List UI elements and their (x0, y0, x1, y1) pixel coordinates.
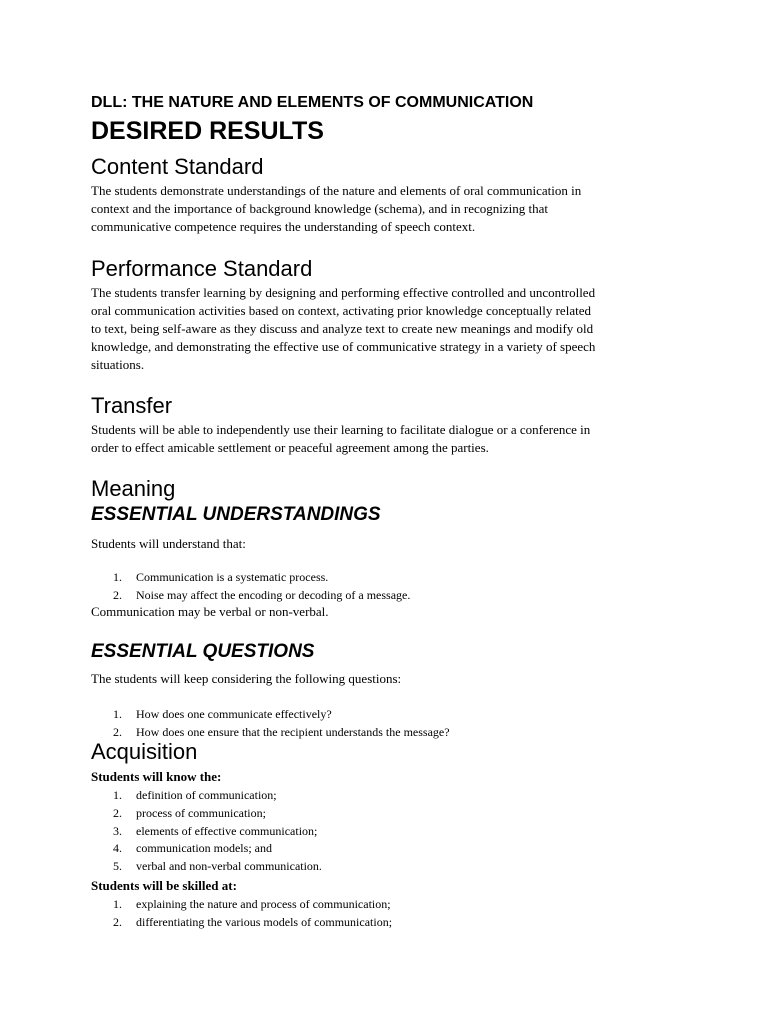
list-number: 2. (113, 587, 122, 602)
list-number: 1. (113, 707, 122, 721)
list-number: 2. (113, 805, 122, 820)
list-item (91, 587, 410, 605)
text-line: The students transfer learning by designing and performing effective controlled and uncontrolled (91, 285, 596, 300)
list-number: 1. (113, 897, 122, 911)
list-number: 4. (113, 841, 122, 856)
list-text: definition of communication; (136, 788, 277, 802)
content-standard-text (91, 182, 691, 236)
list-text: How does one ensure that the recipient understands the message? (136, 724, 450, 739)
understandings-intro: Students will understand that: (91, 536, 246, 551)
text-line: to text, being self-aware as they discuss and analyze text to create new meanings and modify old (91, 321, 594, 336)
list-item (91, 706, 450, 724)
list-item (91, 569, 410, 587)
list-item (91, 896, 392, 914)
transfer-text (91, 421, 691, 457)
list-item (91, 805, 322, 823)
list-number: 3. (113, 823, 122, 838)
text-line: order to effect amicable settlement or peaceful agreement among the parties. (91, 440, 489, 455)
understandings-list (91, 569, 410, 605)
essential-questions-heading: ESSENTIAL QUESTIONS (91, 641, 315, 662)
skilled-list (91, 896, 392, 932)
questions-list (91, 706, 450, 742)
document-title: DLL: THE NATURE AND ELEMENTS OF COMMUNICATION (91, 94, 534, 111)
list-number: 1. (113, 788, 122, 802)
text-line: context and the importance of background knowledge (schema), and in recognizing that (91, 201, 549, 216)
list-text: Noise may affect the encoding or decoding of a message. (136, 587, 411, 602)
understandings-after: Communication may be verbal or non-verbal. (91, 604, 329, 619)
list-text: Communication is a systematic process. (136, 570, 329, 584)
meaning-heading: Meaning (91, 476, 176, 501)
list-item (91, 840, 322, 858)
skilled-label: Students will be skilled at: (91, 878, 237, 893)
performance-standard-text (91, 284, 691, 374)
list-number: 1. (113, 570, 122, 584)
text-line: oral communication activities based on context, activating prior knowledge conceptually related (91, 303, 591, 318)
transfer-heading: Transfer (91, 393, 173, 418)
text-line: The students demonstrate understandings of the nature and elements of oral communication in (91, 183, 582, 198)
list-item (91, 858, 322, 876)
list-item (91, 787, 322, 805)
list-number: 2. (113, 914, 122, 929)
list-text: verbal and non-verbal communication. (136, 859, 322, 874)
text-line: Students will be able to independently use their learning to facilitate dialogue or a conference in (91, 422, 591, 437)
text-line: knowledge, and demonstrating the effective use of communicative strategy in a variety of speech (91, 339, 596, 354)
questions-intro: The students will keep considering the following questions: (91, 671, 402, 686)
list-text: elements of effective communication; (136, 823, 318, 838)
list-text: differentiating the various models of communication; (136, 914, 393, 929)
text-line: communicative competence requires the understanding of speech context. (91, 219, 476, 234)
performance-standard-heading: Performance Standard (91, 256, 313, 281)
list-text: explaining the nature and process of communication; (136, 897, 391, 911)
acquisition-heading: Acquisition (91, 739, 198, 764)
list-item (91, 914, 392, 932)
list-text: communication models; and (136, 841, 272, 856)
know-list (91, 787, 322, 876)
essential-understandings-heading: ESSENTIAL UNDERSTANDINGS (91, 504, 381, 525)
list-number: 5. (113, 859, 122, 874)
know-label: Students will know the: (91, 769, 222, 784)
list-text: process of communication; (136, 805, 266, 820)
content-standard-heading: Content Standard (91, 154, 264, 179)
text-line: situations. (91, 357, 145, 372)
list-number: 2. (113, 724, 122, 739)
list-text: How does one communicate effectively? (136, 707, 332, 721)
desired-results-heading: DESIRED RESULTS (91, 117, 324, 145)
list-item (91, 823, 322, 841)
